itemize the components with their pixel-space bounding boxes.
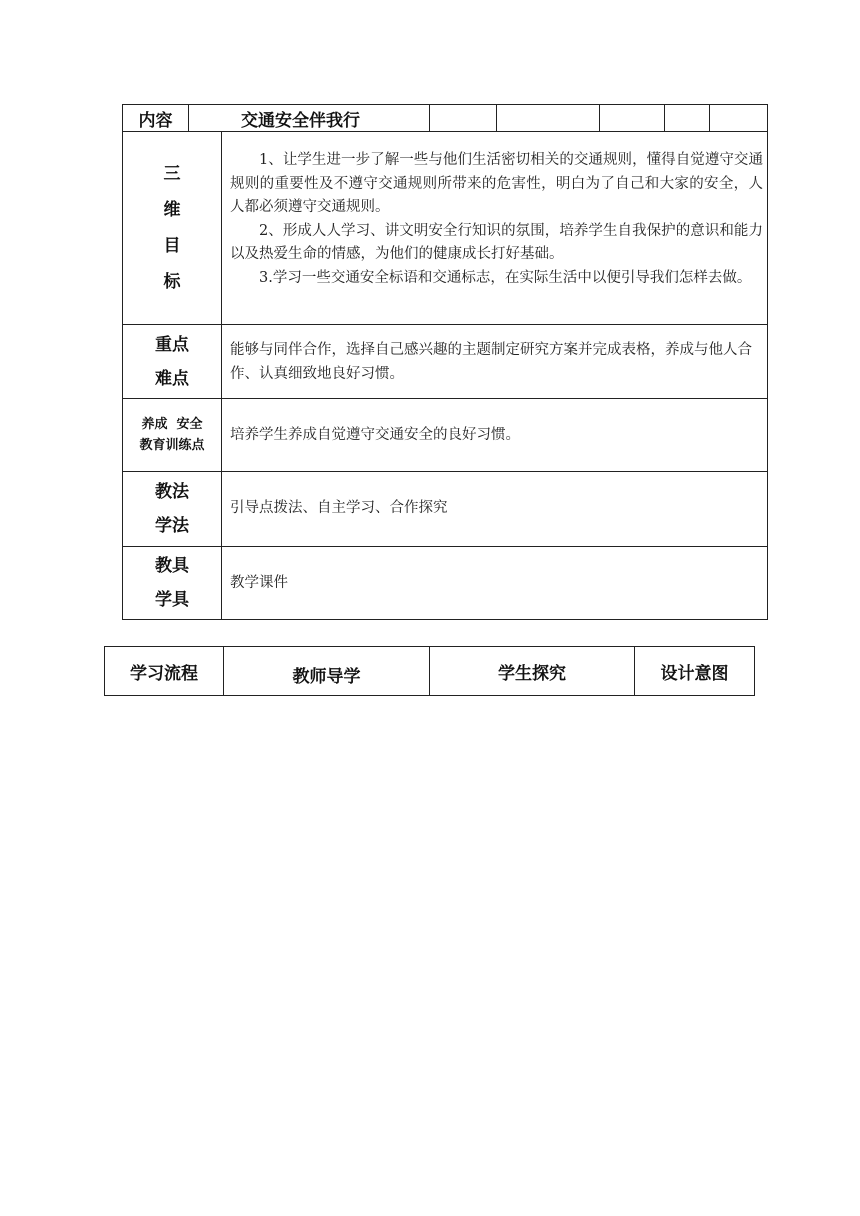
key-points-label: 难点 xyxy=(155,368,189,389)
objectives-label-char: 目 xyxy=(163,236,181,256)
safety-training-label: 教育训练点 xyxy=(139,438,205,453)
tools-label: 学具 xyxy=(155,590,189,610)
flow-header-teacher: 教师导学 xyxy=(292,666,361,687)
methods-label-cell xyxy=(122,471,222,547)
content-label: 内容 xyxy=(138,110,173,131)
flow-header-intent: 设计意图 xyxy=(660,663,729,684)
tools-content-cell xyxy=(221,546,768,620)
objectives-label-char: 维 xyxy=(163,200,181,220)
objectives-label-cell xyxy=(122,131,222,325)
header-empty-cell xyxy=(496,104,600,132)
tools-label-cell xyxy=(122,546,222,620)
flow-header-cell xyxy=(223,646,430,696)
header-empty-cell xyxy=(709,104,768,132)
objective-paragraph: 2、形成人人学习、讲文明安全行知识的氛围，培养学生自我保护的意识和能力以及热爱生命的情感，为他们的健康成长打好基础。 xyxy=(230,222,763,262)
flow-header-student: 学生探究 xyxy=(498,663,566,684)
safety-training-text: 培养学生养成自觉遵守交通安全的良好习惯。 xyxy=(230,427,520,443)
key-points-content-cell xyxy=(221,324,768,399)
objectives-content-cell xyxy=(221,131,768,325)
safety-training-content-cell xyxy=(221,398,768,472)
objectives-label-char: 标 xyxy=(163,272,181,292)
objective-paragraph: 3.学习一些交通安全标语和交通标志，在实际生活中以便引导我们怎样去做。 xyxy=(259,269,752,286)
key-points-label-cell xyxy=(122,324,222,399)
header-empty-cell xyxy=(599,104,665,132)
tools-label: 教具 xyxy=(155,556,189,576)
flow-header-cell xyxy=(634,646,755,696)
lesson-plan-table xyxy=(122,104,768,620)
learning-flow-table xyxy=(104,646,755,696)
methods-text: 引导点拨法、自主学习、合作探究 xyxy=(230,500,448,516)
lesson-title-cell xyxy=(188,104,430,132)
objectives-label-char: 三 xyxy=(163,164,181,184)
objective-paragraph: 1、让学生进一步了解一些与他们生活密切相关的交通规则，懂得自觉遵守交通规则的重要性及不遵守交通规则所带来的危害性，明白为了自己和大家的安全，人人都必须遵守交通规则。 xyxy=(230,152,763,215)
flow-header-process: 学习流程 xyxy=(130,663,198,684)
key-points-text: 能够与同伴合作，选择自己感兴趣的主题制定研究方案并完成表格，养成与他人合作、认真细致地良好习惯。 xyxy=(230,342,752,382)
lesson-title: 交通安全伴我行 xyxy=(241,110,360,131)
safety-training-label-cell xyxy=(122,398,222,472)
methods-content-cell xyxy=(221,471,768,547)
methods-label: 学法 xyxy=(155,516,189,536)
header-empty-cell xyxy=(664,104,710,132)
flow-header-cell xyxy=(429,646,635,696)
content-label-cell xyxy=(122,104,189,132)
key-points-label: 重点 xyxy=(155,334,189,355)
tools-text: 教学课件 xyxy=(230,575,288,591)
flow-header-cell xyxy=(104,646,224,696)
safety-training-label: 养成 安全 xyxy=(141,417,203,432)
methods-label: 教法 xyxy=(155,482,189,502)
header-empty-cell xyxy=(429,104,497,132)
